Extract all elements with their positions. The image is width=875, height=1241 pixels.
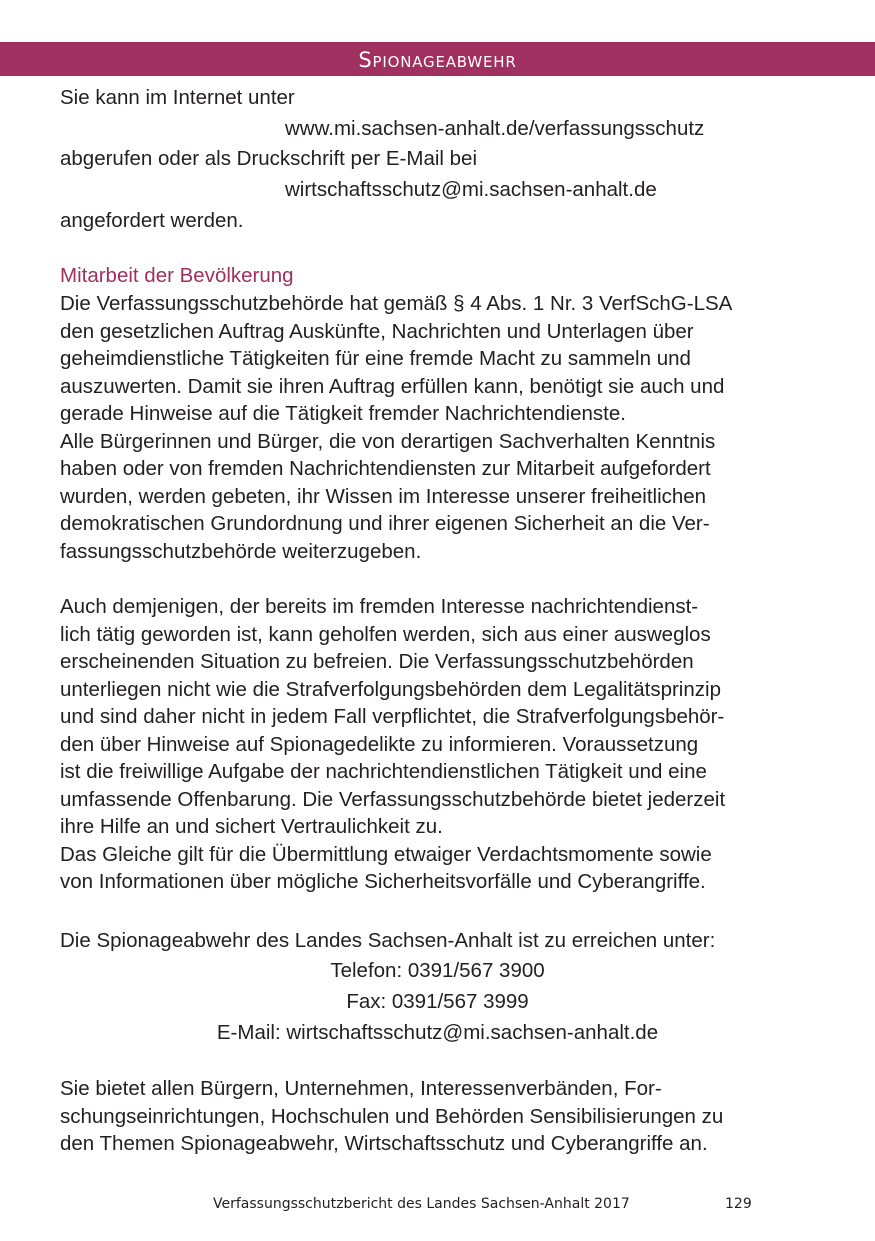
intro-email: wirtschaftsschutz@mi.sachsen-anhalt.de (285, 178, 657, 201)
paragraph-line: von Informationen über mögliche Sicherheitsvorfälle und Cyberangriffe. (60, 870, 706, 893)
intro-line-3: angefordert werden. (60, 209, 244, 232)
paragraph-line: erscheinenden Situation zu befreien. Die Verfassungsschutzbehörden (60, 650, 694, 673)
paragraph-line: ist die freiwillige Aufgabe der nachrichtendienstlichen Tätigkeit und eine (60, 760, 707, 783)
section-title: Spionageabwehr (358, 48, 517, 72)
contact-email: E-Mail: wirtschaftsschutz@mi.sachsen-anhalt.de (216, 1021, 659, 1044)
paragraph-line: umfassende Offenbarung. Die Verfassungsschutzbehörde bietet jederzeit (60, 787, 726, 811)
paragraph-line: demokratischen Grundordnung und ihrer eigenen Sicherheit an die Ver- (60, 512, 710, 535)
paragraph-line: auszuwerten. Damit sie ihren Auftrag erfüllen kann, benötigt sie auch und (60, 374, 725, 398)
section-heading: Mitarbeit der Bevölkerung (60, 264, 294, 287)
paragraph-line: gerade Hinweise auf die Tätigkeit fremder Nachrichtendienste. (60, 402, 626, 425)
paragraph-line: ihre Hilfe an und sichert Vertraulichkeit zu. (60, 815, 443, 838)
paragraph-line: den über Hinweise auf Spionagedelikte zu informieren. Voraussetzung (60, 732, 699, 756)
paragraph-line: Auch demjenigen, der bereits im fremden Interesse nachrichtendienst- (60, 595, 699, 618)
contact-intro: Die Spionageabwehr des Landes Sachsen-Anhalt ist zu erreichen unter: (60, 929, 716, 952)
page-number: 129 (725, 1196, 752, 1212)
paragraph-line: Das Gleiche gilt für die Übermittlung etwaiger Verdachtsmomente sowie (60, 842, 712, 866)
paragraph-line: unterliegen nicht wie die Strafverfolgungsbehörden dem Legalitätsprinzip (60, 677, 721, 701)
paragraph-line: Alle Bürgerinnen und Bürger, die von derartigen Sachverhalten Kenntnis (60, 429, 716, 453)
paragraph-line: haben oder von fremden Nachrichtendiensten zur Mitarbeit aufgefordert (60, 457, 711, 480)
paragraph-line: fassungsschutzbehörde weiterzugeben. (60, 539, 422, 563)
section-header-bar (0, 42, 875, 76)
footer-title: Verfassungsschutzbericht des Landes Sachsen-Anhalt 2017 (213, 1196, 630, 1212)
intro-line-1: Sie kann im Internet unter (60, 86, 295, 109)
paragraph-line: Die Verfassungsschutzbehörde hat gemäß § 4 Abs. 1 Nr. 3 VerfSchG-LSA (60, 292, 733, 315)
intro-line-2: abgerufen oder als Druckschrift per E-Mail bei (60, 147, 478, 170)
intro-url: www.mi.sachsen-anhalt.de/verfassungsschutz (285, 117, 705, 140)
paragraph-line: wurden, werden gebeten, ihr Wissen im Interesse unserer freiheitlichen (60, 484, 707, 508)
closing-line: schungseinrichtungen, Hochschulen und Behörden Sensibilisierungen zu (60, 1104, 724, 1128)
contact-phone: Telefon: 0391/567 3900 (330, 959, 545, 982)
closing-line: den Themen Spionageabwehr, Wirtschaftsschutz und Cyberangriffe an. (60, 1132, 708, 1155)
paragraph-line: lich tätig geworden ist, kann geholfen werden, sich aus einer ausweglos (60, 622, 711, 646)
paragraph-line: und sind daher nicht in jedem Fall verpflichtet, die Strafverfolgungsbehör- (60, 705, 725, 728)
paragraph-line: den gesetzlichen Auftrag Auskünfte, Nachrichten und Unterlagen über (60, 319, 694, 343)
closing-line: Sie bietet allen Bürgern, Unternehmen, Interessenverbänden, For- (60, 1077, 662, 1100)
paragraph-line: geheimdienstliche Tätigkeiten für eine fremde Macht zu sammeln und (60, 347, 691, 370)
contact-fax: Fax: 0391/567 3999 (346, 990, 529, 1013)
